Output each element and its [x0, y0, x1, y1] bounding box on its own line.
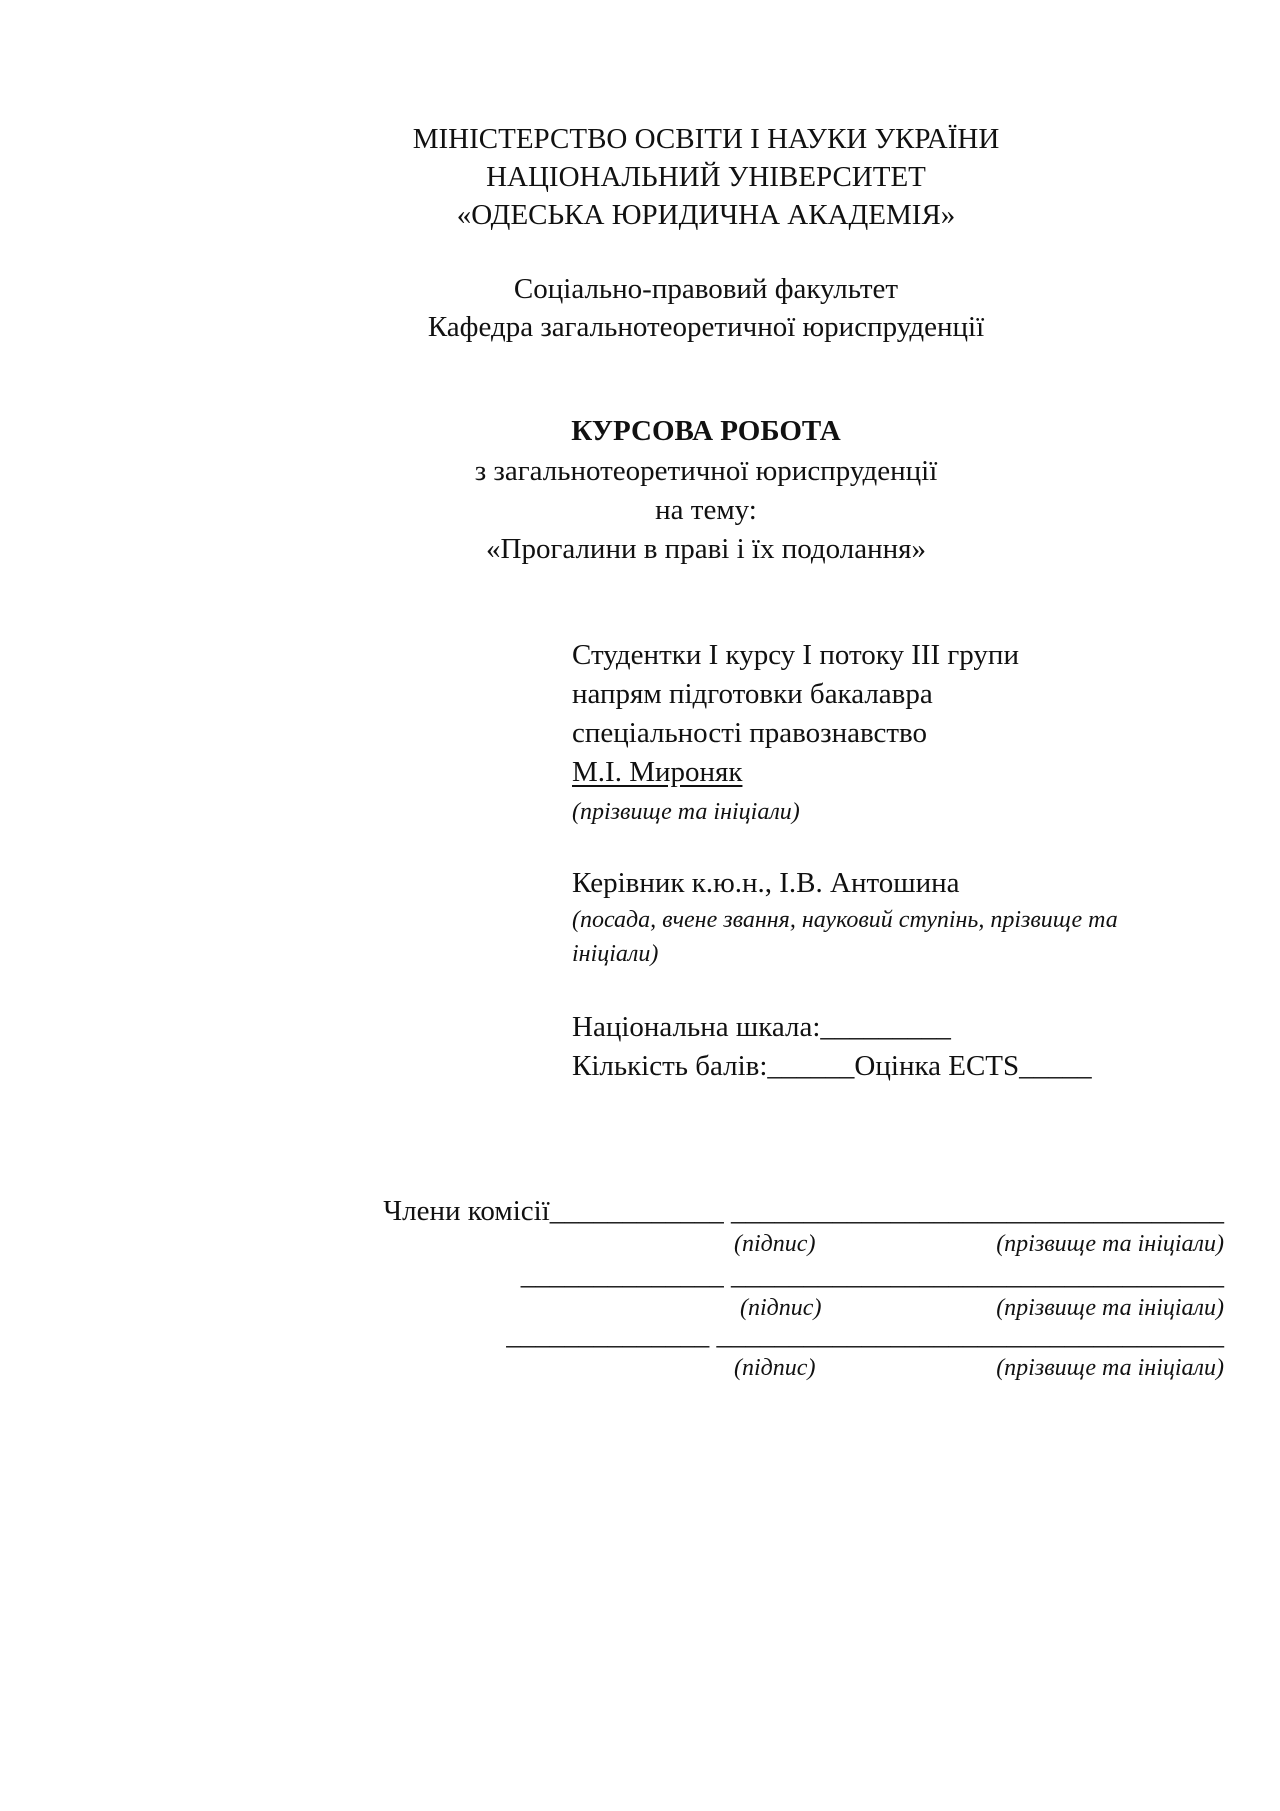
ministry-heading: МІНІСТЕРСТВО ОСВІТИ І НАУКИ УКРАЇНИ: [412, 123, 1000, 155]
faculty-name: Соціально-правовий факультет: [513, 273, 899, 305]
points-ects-line: Кількість балів:______Оцінка ECTS_____: [572, 1050, 1092, 1082]
academy-heading: «ОДЕСЬКА ЮРИДИЧНА АКАДЕМІЯ»: [456, 199, 956, 231]
student-direction-line: напрям підготовки бакалавра: [572, 678, 933, 710]
commission-row-1: Члени комісії____________ __________________________________: [383, 1195, 1224, 1227]
name-caption-3: (прізвище та ініціали): [996, 1355, 1224, 1381]
university-heading: НАЦІОНАЛЬНИЙ УНІВЕРСИТЕТ: [486, 161, 926, 193]
supervisor-caption-line2: ініціали): [572, 941, 659, 967]
work-title: КУРСОВА РОБОТА: [571, 415, 841, 447]
supervisor-line: Керівник к.ю.н., І.В. Антошина: [572, 867, 960, 899]
student-course-line: Студентки І курсу І потоку ІІІ групи: [572, 639, 1019, 671]
signature-caption-3: (підпис): [734, 1355, 816, 1381]
department-name: Кафедра загальнотеоретичної юриспруденції: [427, 311, 985, 343]
work-subject: з загальнотеоретичної юриспруденції: [474, 455, 938, 487]
signature-caption-1: (підпис): [734, 1231, 816, 1257]
work-topic: «Прогалини в праві і їх подолання»: [486, 533, 926, 565]
commission-row-3: ______________ ___________________________________: [506, 1319, 1224, 1351]
name-caption-1: (прізвище та ініціали): [996, 1231, 1224, 1257]
supervisor-caption-line1: (посада, вчене звання, науковий ступінь, прізвище та: [572, 907, 1118, 933]
name-caption-2: (прізвище та ініціали): [996, 1295, 1224, 1321]
signature-caption-2: (підпис): [740, 1295, 822, 1321]
student-specialty-line: спеціальності правознавство: [572, 717, 928, 749]
national-scale-line: Національна шкала:_________: [572, 1011, 951, 1043]
student-name: М.І. Мироняк: [572, 756, 743, 788]
student-name-caption: (прізвище та ініціали): [572, 799, 800, 825]
on-topic-label: на тему:: [655, 494, 757, 526]
commission-row-2: ______________ __________________________________: [520, 1259, 1224, 1291]
